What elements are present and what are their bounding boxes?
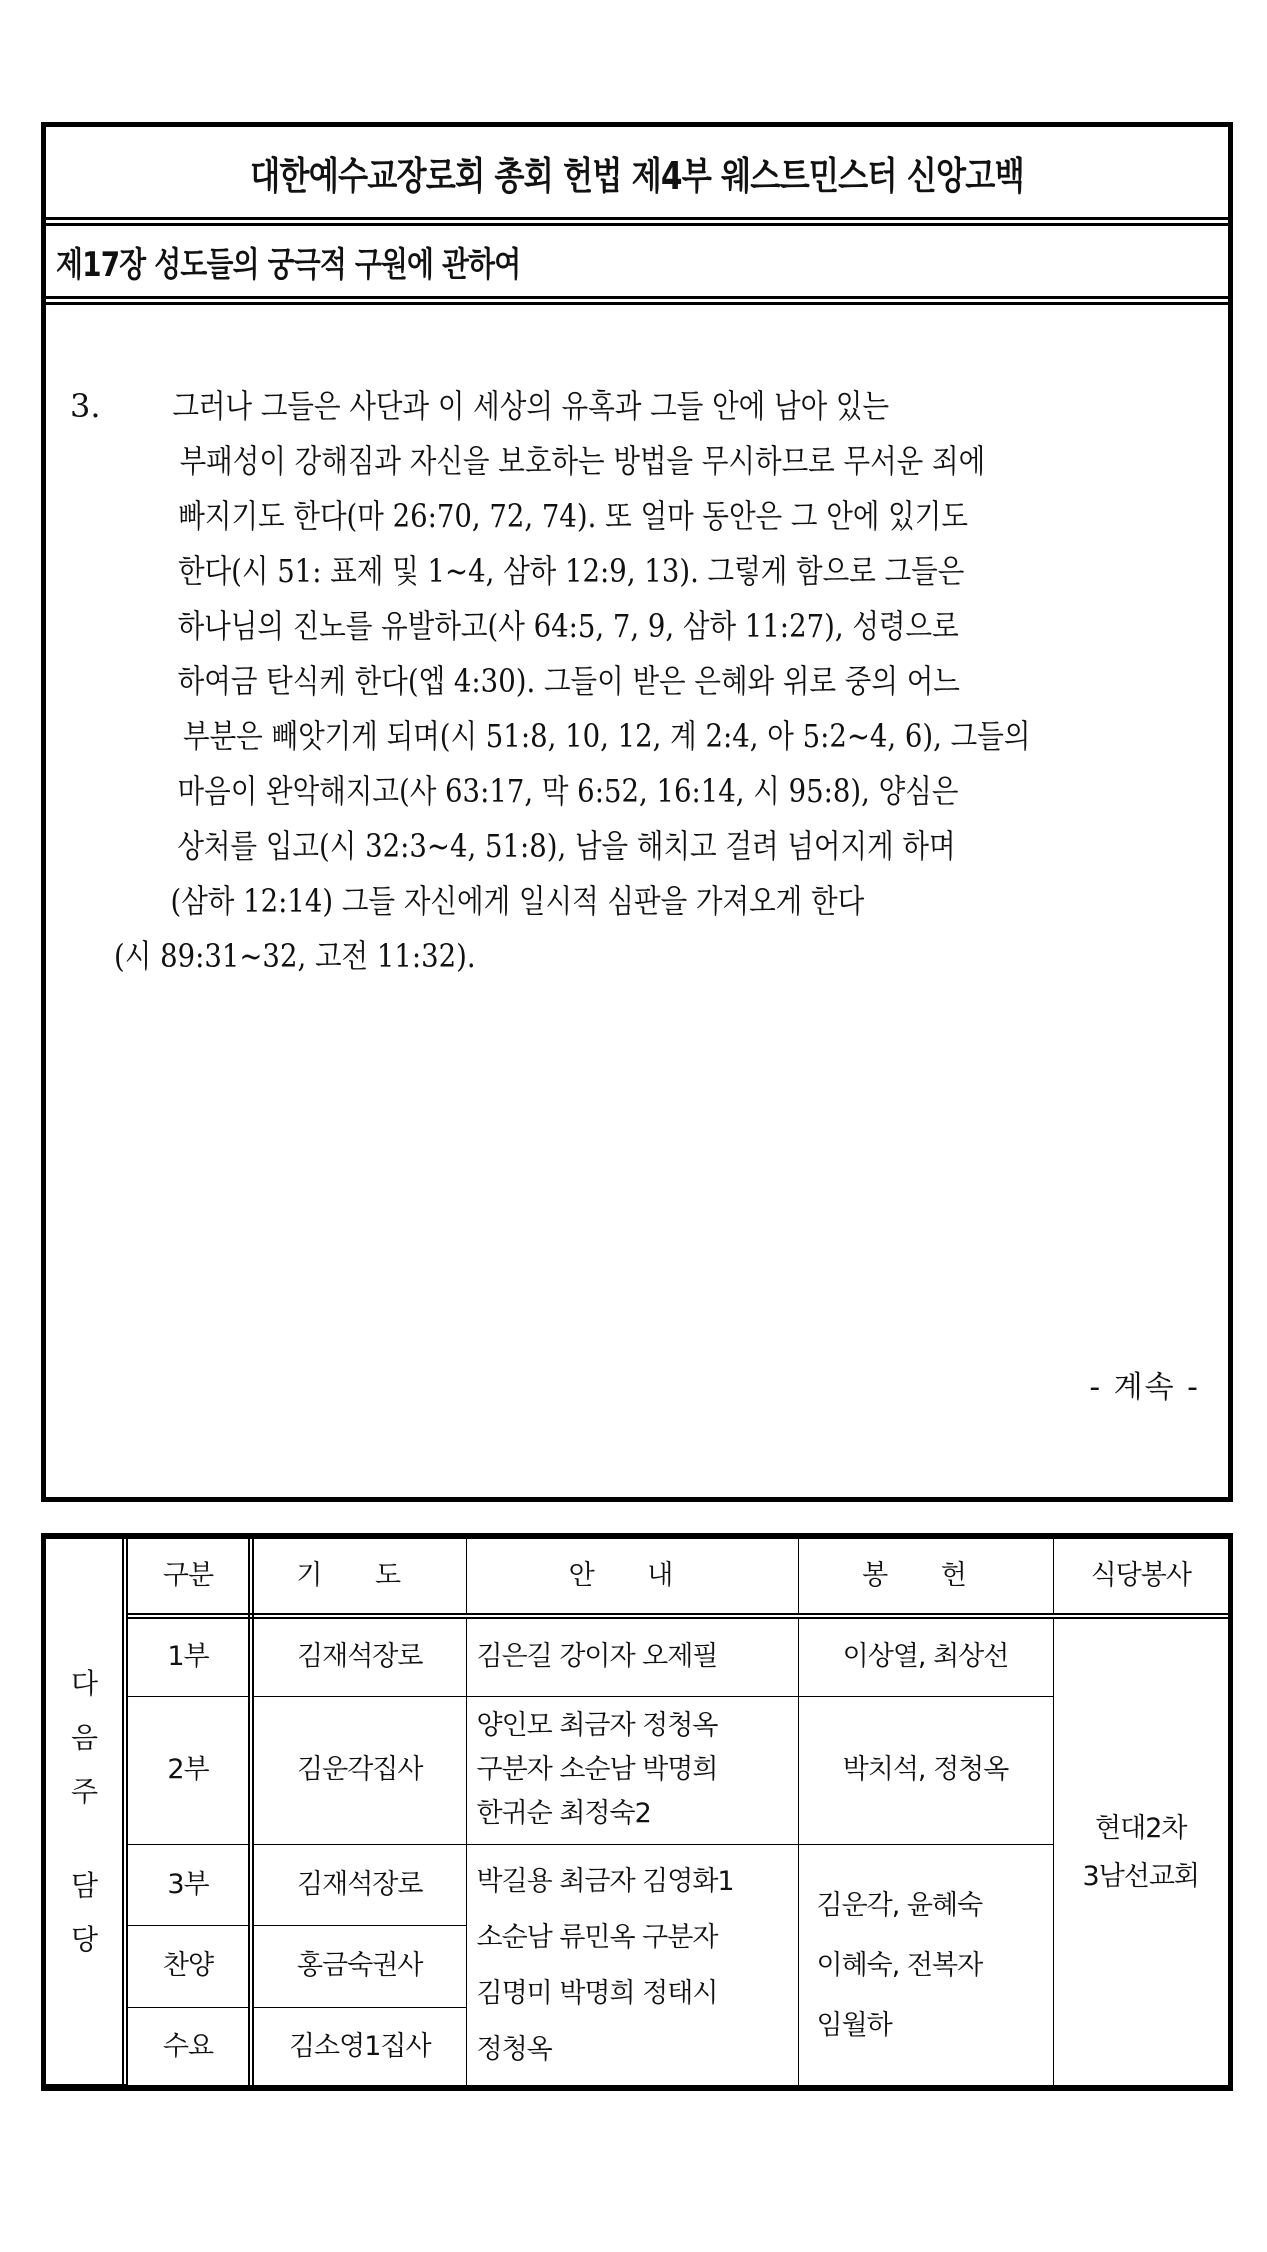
text-line [114, 764, 1204, 819]
usher-cell-shared [466, 1844, 798, 2087]
offering-cell-shared [798, 1844, 1053, 2087]
service-type-cell: 2부 [125, 1696, 251, 1844]
meal-service-line: 3남선교회 [1082, 1860, 1199, 1892]
side-label-char: 주 [70, 1774, 98, 1808]
service-type-cell: 수요 [125, 2007, 251, 2087]
text-line-content: 하나님의 진노를 유발하고(사 64:5, 7, 9, 삼하 11:27), 성령으로 [177, 607, 959, 645]
column-header-usher: 안 내 [466, 1539, 798, 1616]
text-line-content: 한다(시 51: 표제 및 1~4, 삼하 12:9, 13). 그렇게 함으로 그들은 [178, 552, 965, 590]
text-line [114, 599, 1204, 654]
document-title: 대한예수교장로회 총회 헌법 제4부 웨스트민스터 신앙고백 [250, 153, 1024, 198]
text-line-content: 상처를 입고(시 32:3~4, 51:8), 남을 해치고 걸려 넘어지게 하며 [177, 827, 956, 865]
prayer-cell: 김재석장로 [251, 1616, 466, 1696]
usher-line: 정청옥 [476, 2033, 552, 2065]
text-line-content: 하여금 탄식케 한다(엡 4:30). 그들이 받은 은혜와 위로 중의 어느 [177, 662, 960, 700]
meal-service-cell [1053, 1616, 1228, 2087]
table-row [46, 1616, 1228, 1696]
text-line [114, 709, 1204, 764]
text-line-content: (삼하 12:14) 그들 자신에게 일시적 심판을 가져오게 한다 [170, 882, 865, 920]
service-type-cell: 찬양 [125, 1925, 251, 2007]
text-line-content: 빠지기도 한다(마 26:70, 72, 74). 또 얼마 동안은 그 안에 있기도 [178, 497, 968, 535]
column-header-offering: 봉 헌 [798, 1539, 1053, 1616]
text-line [114, 929, 1204, 984]
offering-cell: 박치석, 정청옥 [798, 1696, 1053, 1844]
text-line-content: 부분은 빼앗기게 되며(시 51:8, 10, 12, 계 2:4, 아 5:2~4, 6), 그들의 [182, 717, 1031, 755]
continued-label: - 계속 - [1089, 1370, 1200, 1405]
chapter-heading-text: 제17장 성도들의 궁극적 구원에 관하여 [56, 244, 521, 285]
service-type-cell: 1부 [125, 1616, 251, 1696]
side-label-char: 다 [70, 1666, 98, 1700]
usher-line: 박길용 최금자 김영화1 [476, 1865, 734, 1897]
text-line [114, 489, 1204, 544]
confession-box [41, 122, 1233, 1502]
offering-line: 임월하 [816, 2009, 892, 2041]
offering-line: 이혜숙, 전복자 [816, 1949, 983, 1981]
text-line-content: 부패성이 강해짐과 자신을 보호하는 방법을 무시하므로 무서운 죄에 [179, 442, 986, 480]
duty-grid [46, 1539, 1228, 2090]
table-header-row [46, 1539, 1228, 1616]
text-line [114, 544, 1204, 599]
usher-line: 한귀순 최정숙2 [476, 1798, 651, 1829]
double-divider [46, 296, 1228, 305]
usher-line: 김명미 박명희 정태시 [476, 1977, 718, 2009]
usher-line: 구분자 소순남 박명희 [476, 1754, 718, 1785]
text-line [114, 434, 1204, 489]
table-row [46, 1696, 1228, 1844]
column-header-type: 구분 [125, 1539, 251, 1616]
text-line [114, 819, 1204, 874]
text-line-content: 마음이 완악해지고(사 63:17, 막 6:52, 16:14, 시 95:8), 양심은 [177, 772, 959, 810]
text-line [114, 379, 1204, 434]
usher-cell: 김은길 강이자 오제필 [466, 1616, 798, 1696]
next-week-duty-table [41, 1533, 1233, 2091]
text-line-content: (시 89:31~32, 고전 11:32). [114, 937, 476, 975]
table-row [46, 1844, 1228, 1925]
column-header-meal-service: 식당봉사 [1053, 1539, 1228, 1616]
article-body [70, 379, 1204, 984]
text-line [114, 654, 1204, 709]
usher-cell [466, 1696, 798, 1844]
side-label-cell [46, 1539, 125, 2087]
text-line-content: 그러나 그들은 사단과 이 세상의 유혹과 그들 안에 남아 있는 [172, 387, 890, 425]
meal-service-line: 현대2차 [1095, 1812, 1187, 1844]
prayer-cell: 김운각집사 [251, 1696, 466, 1844]
prayer-cell: 김소영1집사 [251, 2007, 466, 2087]
chapter-heading [46, 226, 1228, 296]
offering-cell: 이상열, 최상선 [798, 1616, 1053, 1696]
side-label-char: 음 [70, 1720, 98, 1754]
usher-line: 양인모 최금자 정청옥 [476, 1710, 718, 1741]
prayer-cell: 김재석장로 [251, 1844, 466, 1925]
side-label-char: 당 [70, 1922, 98, 1956]
article-number: 3. [70, 387, 101, 425]
side-label-char: 담 [70, 1868, 98, 1902]
double-divider [46, 217, 1228, 226]
offering-line: 김운각, 윤혜숙 [816, 1889, 983, 1921]
article-paragraph [70, 379, 1204, 984]
service-type-cell: 3부 [125, 1844, 251, 1925]
column-header-prayer: 기 도 [251, 1539, 466, 1616]
prayer-cell: 홍금숙권사 [251, 1925, 466, 2007]
usher-line: 소순남 류민옥 구분자 [476, 1921, 718, 1953]
text-line [114, 874, 1204, 929]
